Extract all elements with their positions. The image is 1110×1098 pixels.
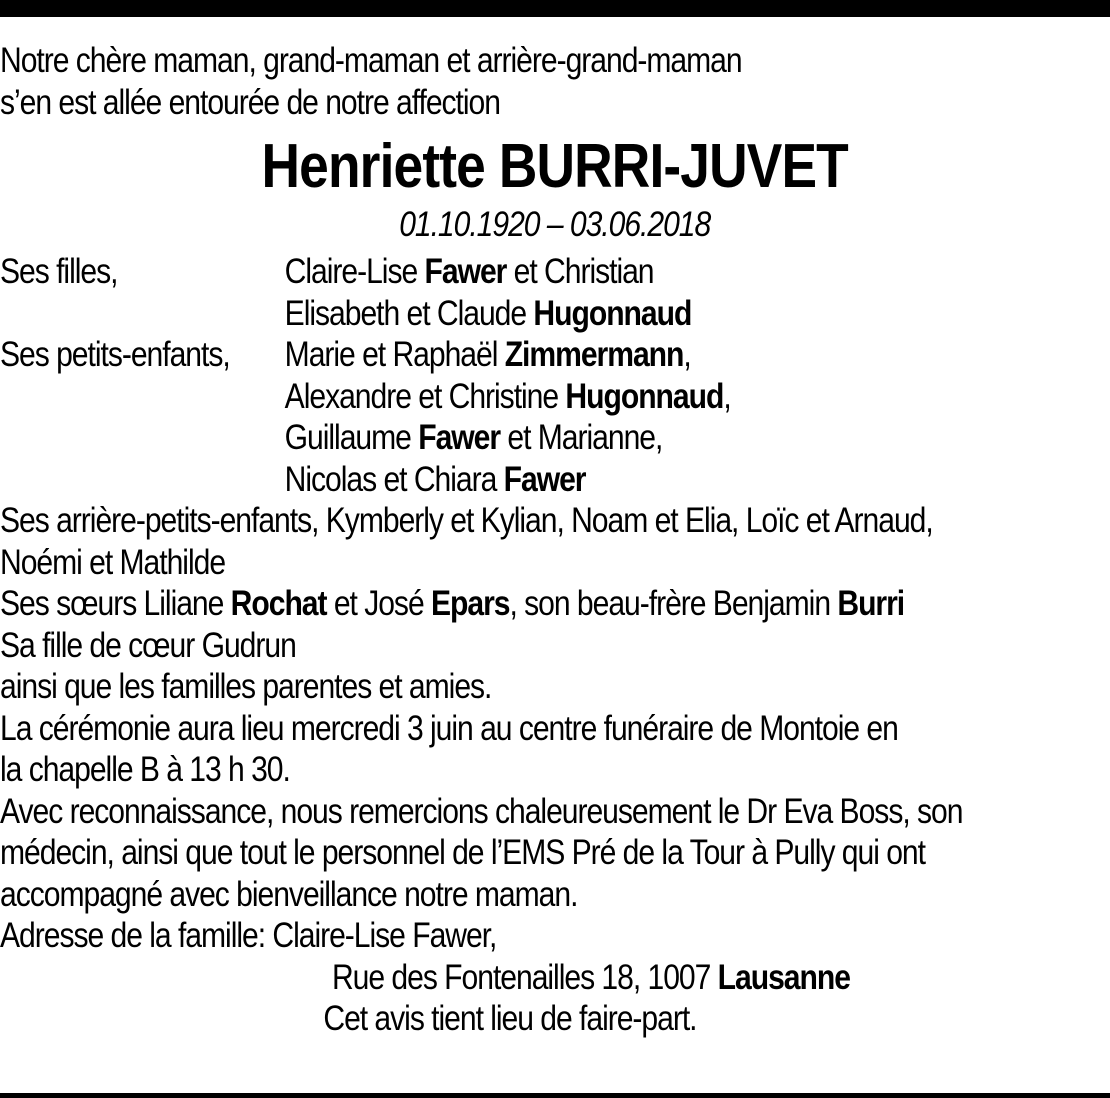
thanks-line-3: accompagné avec bienveillance notre maman. [0, 874, 578, 914]
grandchild-entry: Alexandre et Christine Hugonnaud, [284, 376, 731, 416]
top-rule [0, 0, 1110, 17]
sisters-line: Ses sœurs Liliane Rochat et José Epars, son beau-frère Benjamin Burri [0, 584, 905, 623]
great-grandchildren-line-2: Noémi et Mathilde [0, 542, 226, 582]
daughters-label: Ses filles, [0, 252, 118, 291]
daughter-entry: Elisabeth et Claude Hugonnaud [284, 293, 692, 333]
grandchild-entry: Marie et Raphaël Zimmermann, [284, 335, 691, 374]
thanks-line-2: médecin, ainsi que tout le personnel de l’EMS Pré de la Tour à Pully qui ont [0, 833, 925, 872]
deceased-name: Henriette BURRI-JUVET [261, 132, 848, 201]
ceremony-line-1: La cérémonie aura lieu mercredi 3 juin au centre funéraire de Montoie en [0, 708, 898, 748]
great-grandchildren-line-1: Ses arrière-petits-enfants, Kymberly et Kylian, Noam et Elia, Loïc et Arnaud, [0, 501, 933, 540]
ceremony-line-2: la chapelle B à 13 h 30. [0, 750, 290, 789]
heart-daughter-line: Sa fille de cœur Gudrun [0, 625, 296, 665]
intro-line-1: Notre chère maman, grand-maman et arrière-grand-maman [0, 41, 742, 80]
grandchildren-label: Ses petits-enfants, [0, 335, 230, 374]
daughter-entry: Claire-Lise Fawer et Christian [284, 252, 654, 291]
grandchildren-row-1 [0, 334, 1109, 376]
bottom-rule [0, 1093, 1110, 1098]
intro-line-2: s’en est allée entourée de notre affection [0, 82, 500, 122]
life-dates: 01.10.1920 – 03.06.2018 [399, 205, 711, 244]
families-line: ainsi que les familles parentes et amies. [0, 667, 492, 706]
obituary-notice [0, 40, 1109, 1040]
daughters-row-1 [0, 251, 1109, 293]
grandchild-entry: Guillaume Fawer et Marianne, [284, 418, 663, 457]
address-line-2: Rue des Fontenailles 18, 1007 Lausanne [331, 957, 850, 997]
grandchild-entry: Nicolas et Chiara Fawer [284, 459, 586, 499]
closing-line: Cet avis tient lieu de faire-part. [323, 999, 697, 1038]
thanks-line-1: Avec reconnaissance, nous remercions chaleureusement le Dr Eva Boss, son [0, 791, 963, 831]
address-line-1: Adresse de la famille: Claire-Lise Fawer, [0, 916, 497, 955]
